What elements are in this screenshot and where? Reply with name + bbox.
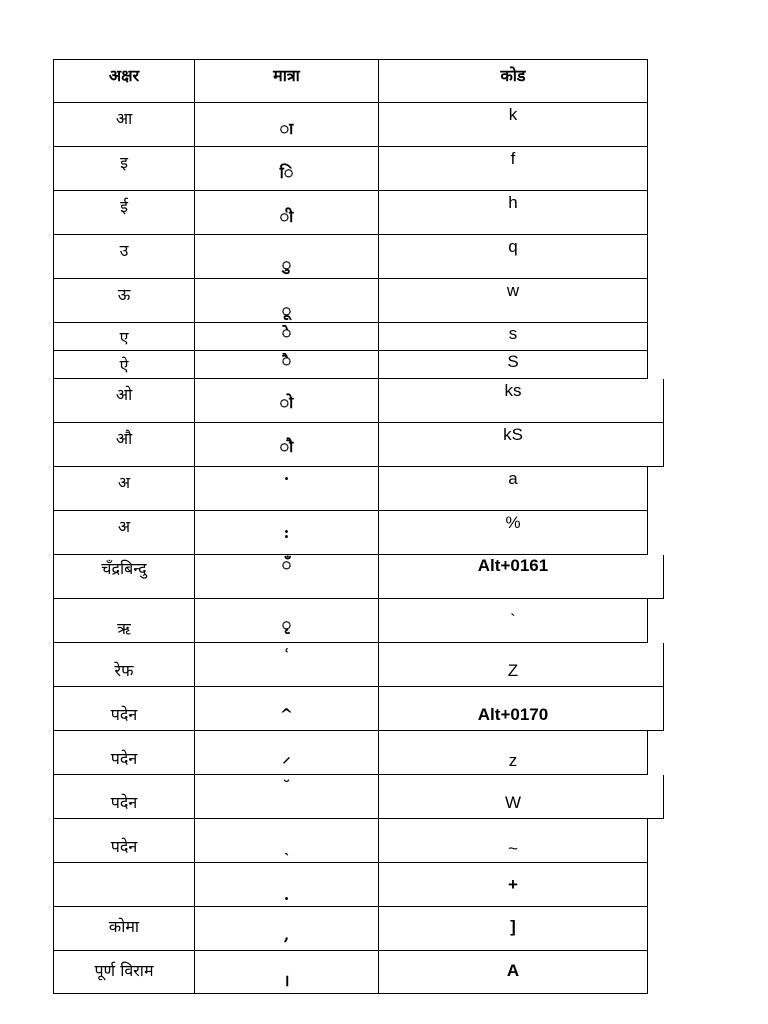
akshar-cell: ऋ: [117, 619, 131, 638]
akshar-cell: ओ: [115, 385, 133, 404]
code-cell: %: [505, 513, 521, 532]
table-row: [53, 863, 648, 907]
akshar-cell: उ: [119, 241, 129, 260]
matra-cell: ा: [279, 119, 294, 138]
table-row: [53, 279, 648, 323]
matra-cell: ौ: [279, 437, 294, 456]
matra-cell: ु: [281, 255, 292, 274]
table-row: [53, 555, 664, 599]
akshar-cell: अ: [117, 517, 131, 536]
code-cell: q: [508, 237, 518, 256]
table-row: [53, 511, 648, 555]
akshar-cell: ए: [119, 328, 129, 347]
code-cell: k: [508, 105, 518, 124]
header-matra-text: मात्रा: [273, 66, 300, 85]
code-cell: Alt+0161: [477, 556, 549, 575]
akshar-cell: पूर्ण विराम: [94, 961, 154, 980]
matra-cell: ू: [281, 301, 292, 320]
header-cell-akshar: [54, 60, 195, 102]
code-cell: S: [507, 352, 519, 371]
code-cell: +: [508, 875, 518, 894]
akshar-cell: ऐ: [119, 356, 129, 375]
akshar-cell: अ: [117, 473, 131, 492]
matra-cell: ˘: [282, 777, 291, 796]
matra-cell: ँ: [281, 555, 292, 574]
table-row: [53, 235, 648, 279]
table-row: [53, 103, 648, 147]
matra-cell: े: [281, 323, 292, 342]
matra-cell: ृ: [281, 615, 292, 634]
matra-cell: ो: [279, 393, 294, 412]
akshar-cell: कोमा: [108, 917, 140, 936]
matra-cell: ि: [279, 163, 294, 182]
akshar-cell: औ: [115, 429, 133, 448]
code-cell: A: [506, 961, 520, 980]
matra-cell: .: [283, 885, 290, 904]
table-row: [53, 731, 648, 775]
header-code-text: कोड: [500, 66, 526, 85]
table-row: [53, 819, 648, 863]
table-row: [53, 191, 648, 235]
table-row: [53, 147, 648, 191]
table-row: [53, 379, 664, 423]
code-cell: Alt+0170: [477, 705, 549, 724]
table-row: [53, 423, 664, 467]
table-row: [53, 951, 648, 994]
code-cell: z: [508, 751, 518, 770]
akshar-cell: पदेन: [110, 705, 138, 724]
code-cell: ]: [510, 917, 516, 936]
code-cell: ~: [508, 839, 518, 858]
code-cell: ks: [504, 381, 522, 400]
header-cell-code: [379, 60, 647, 102]
matra-cell: ।: [283, 971, 290, 990]
table-row: [53, 323, 648, 351]
table-row: [53, 351, 648, 379]
matra-cell: ʿ: [283, 645, 290, 664]
akshar-cell: आ: [115, 109, 133, 128]
matra-cell: ·: [283, 469, 290, 488]
akshar-cell: पदेन: [110, 793, 138, 812]
table-row: [53, 467, 648, 511]
table-row: [53, 907, 648, 951]
akshar-cell: चँद्रबिन्दु: [101, 559, 147, 578]
table-row: [53, 599, 648, 643]
code-cell: h: [508, 193, 518, 212]
table-row: [53, 775, 664, 819]
matra-cell: ^: [279, 705, 294, 724]
code-cell: s: [508, 324, 518, 343]
code-cell: kS: [503, 425, 523, 444]
header-akshar-text: अक्षर: [108, 66, 140, 85]
matra-cell: ै: [281, 351, 292, 370]
table-row: [53, 643, 664, 687]
akshar-cell: रेफ: [114, 661, 134, 680]
code-cell: a: [508, 469, 518, 488]
matra-cell: ˎ: [283, 837, 290, 856]
code-cell: Z: [507, 661, 519, 680]
table-header-row: [53, 59, 648, 103]
matra-cell: ⸝: [282, 747, 291, 766]
akshar-cell: इ: [120, 153, 128, 172]
code-cell: f: [510, 149, 516, 168]
table-row: [53, 687, 664, 731]
matra-cell: ,: [283, 925, 290, 944]
matra-cell: ी: [279, 207, 294, 226]
akshar-cell: ई: [120, 197, 128, 216]
akshar-cell: पदेन: [110, 749, 138, 768]
akshar-cell: पदेन: [110, 837, 138, 856]
code-cell: w: [506, 281, 520, 300]
code-cell: W: [504, 793, 522, 812]
header-cell-matra: [195, 60, 379, 102]
code-cell: `: [510, 611, 516, 630]
matra-cell: :: [283, 523, 290, 542]
akshar-cell: ऊ: [117, 285, 131, 304]
